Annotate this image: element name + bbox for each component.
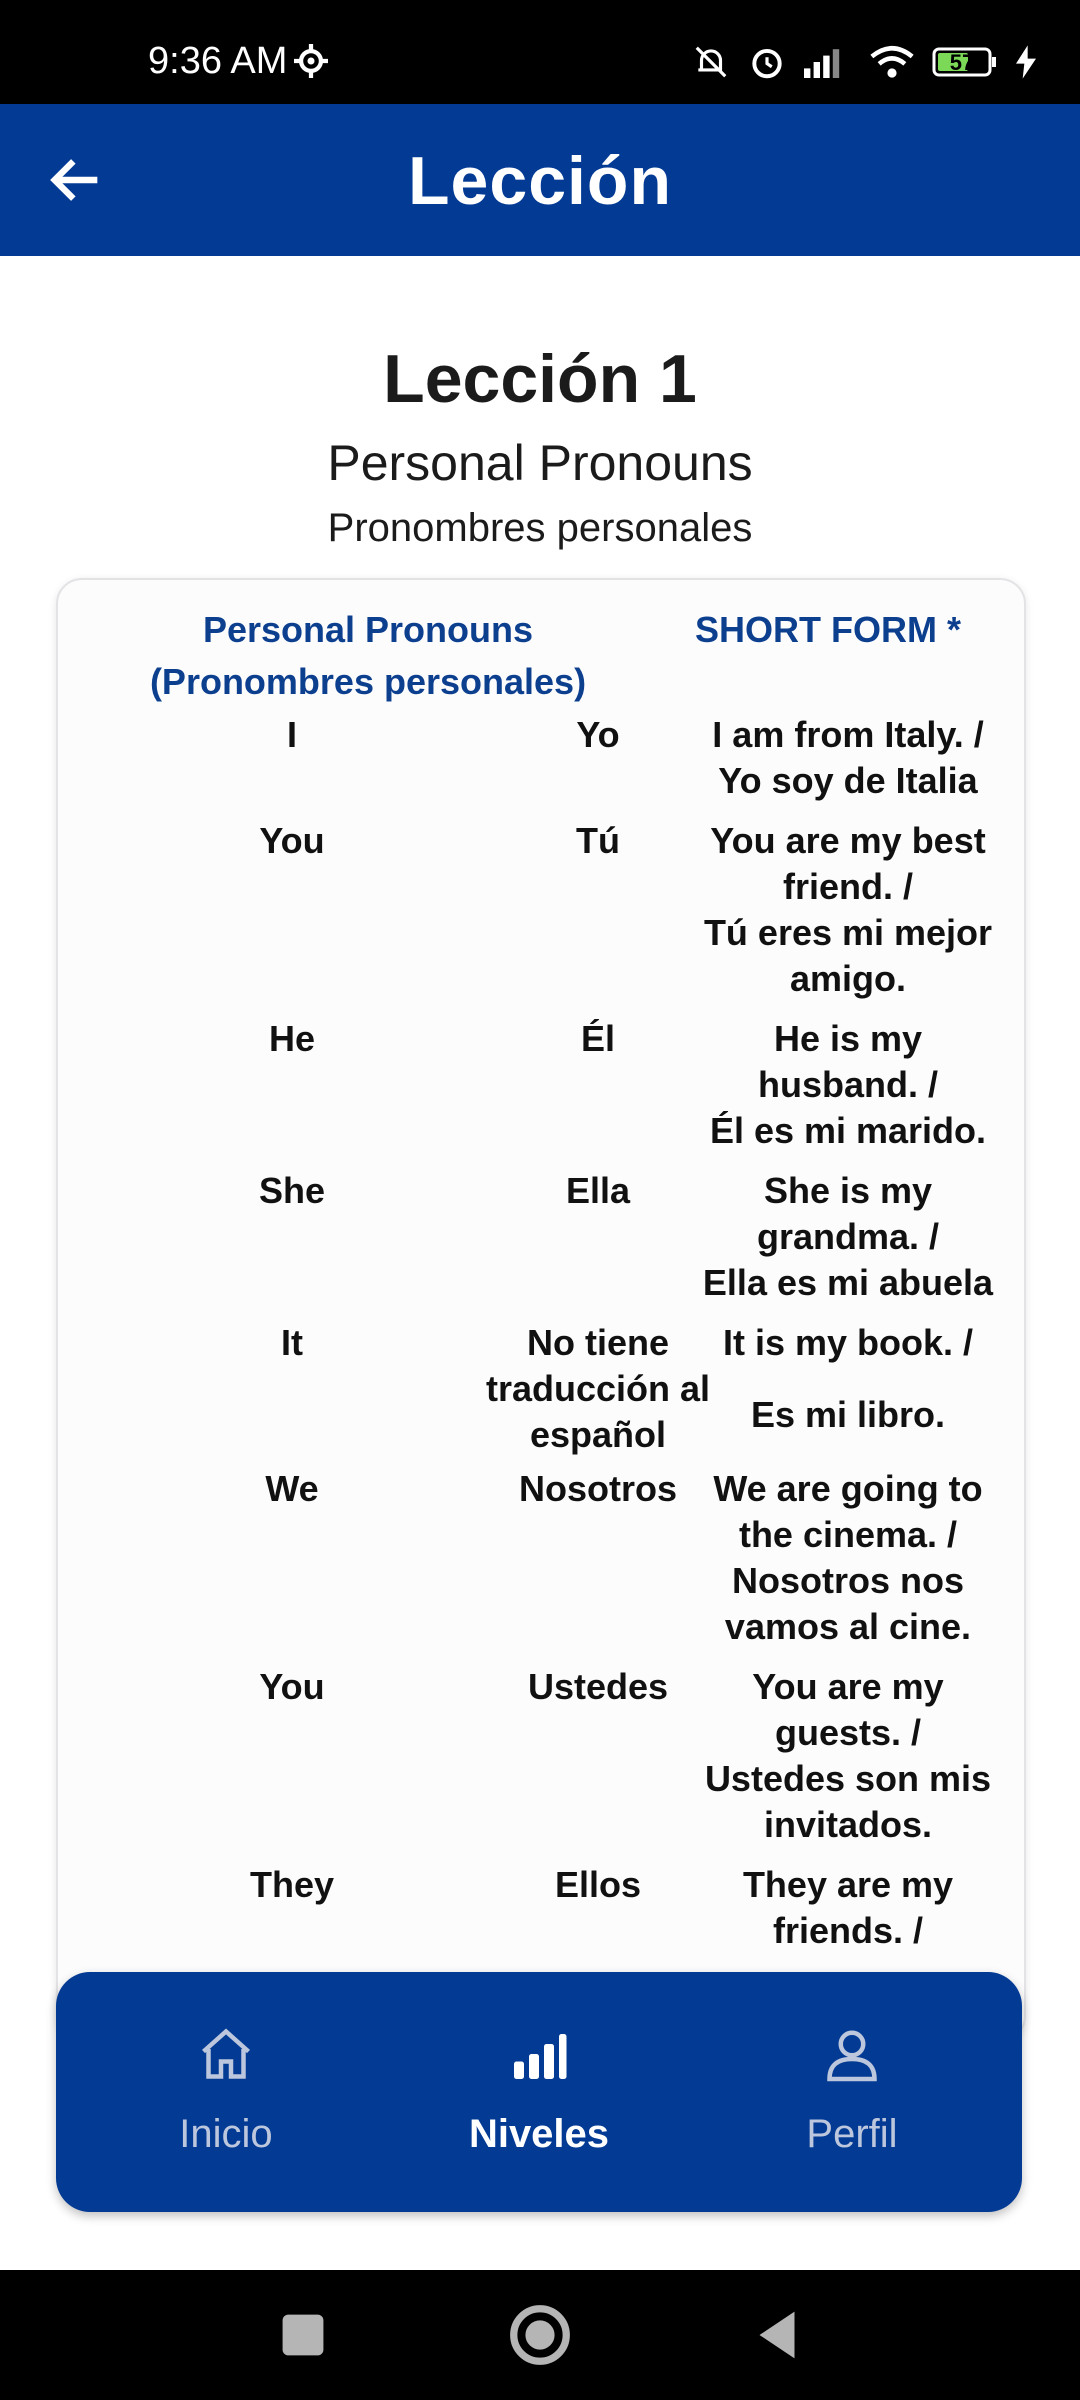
table-cell-spanish: Ellos: [554, 1864, 642, 1905]
example-line: Tú eres mi mejor: [703, 912, 993, 953]
spanish-line: español: [529, 1414, 667, 1455]
mute-icon: [692, 43, 730, 81]
example-line: Él es mi marido.: [709, 1110, 987, 1151]
example-line: vamos al cine.: [724, 1606, 972, 1647]
table-cell-example: [678, 1168, 1018, 1306]
example-line: I am from Italy. /: [712, 714, 984, 755]
table-cell-example: [678, 1862, 1018, 1954]
alarm-icon: [748, 43, 786, 81]
example-line: Nosotros nos: [731, 1560, 964, 1601]
lesson-title: Lección 1: [383, 341, 697, 417]
example-line: It is my book. /: [722, 1322, 974, 1363]
page-title: Lección: [408, 143, 672, 219]
column-header-label: Personal Pronouns: [202, 609, 534, 650]
example-line: husband. /: [758, 1064, 938, 1105]
example-line: invitados.: [763, 1804, 933, 1845]
profile-icon: [822, 2024, 882, 2084]
table-cell-example: [678, 712, 1018, 804]
nav-label: Perfil: [806, 2112, 898, 2156]
table-cell-spanish: Tú: [576, 820, 620, 861]
nav-item-perfil[interactable]: [702, 1972, 1002, 2212]
table-cell-english: They: [249, 1864, 335, 1905]
status-bar: [0, 0, 1080, 104]
table-cell-english: I: [286, 714, 297, 755]
example-line: We are going to: [713, 1468, 983, 1509]
table-cell-spanish: Ustedes: [527, 1666, 669, 1707]
table-cell-english: He: [268, 1018, 316, 1059]
example-line: Es mi libro.: [750, 1394, 946, 1435]
nav-item-niveles[interactable]: [389, 1972, 689, 2212]
lesson-subtitle-es: Pronombres personales: [327, 506, 753, 550]
column-header-sublabel: (Pronombres personales): [149, 661, 587, 702]
nav-item-inicio[interactable]: [76, 1972, 376, 2212]
home-icon: [196, 2024, 256, 2084]
table-cell-spanish: Ella: [565, 1170, 631, 1211]
battery-icon: [932, 45, 998, 79]
example-line: You are my best: [710, 820, 986, 861]
table-cell-english: She: [258, 1170, 326, 1211]
example-line: He is my: [773, 1018, 923, 1059]
levels-bars-icon: [509, 2024, 569, 2084]
app-header: [0, 104, 1080, 256]
table-cell-english: We: [265, 1468, 319, 1509]
charging-icon: [1016, 45, 1036, 79]
table-cell-example: [678, 1016, 1018, 1154]
table-cell-example: [678, 1664, 1018, 1848]
example-line: guests. /: [774, 1712, 922, 1753]
nav-label: Niveles: [468, 2112, 610, 2156]
system-navigation-bar: [0, 2270, 1080, 2400]
example-line: the cinema. /: [738, 1514, 958, 1555]
table-cell-english: You: [259, 1666, 325, 1707]
column-header-short-form: SHORT FORM *: [695, 609, 961, 650]
example-line: grandma. /: [756, 1216, 940, 1257]
spanish-line: No tiene: [526, 1322, 669, 1363]
status-time: 9:36 AM: [148, 40, 288, 82]
gear-icon: [294, 44, 328, 78]
table-cell-spanish: Él: [580, 1018, 615, 1059]
table-cell-english: It: [281, 1322, 303, 1363]
table-cell-example: [678, 818, 1018, 1002]
table-cell-spanish: Nosotros: [518, 1468, 677, 1509]
spanish-line: traducción al: [485, 1368, 711, 1409]
table-cell-example: [678, 1320, 1018, 1438]
example-line: Yo soy de Italia: [718, 760, 978, 801]
column-header-pronouns: [78, 604, 658, 708]
example-line: friend. /: [782, 866, 913, 907]
signal-icon: [804, 45, 852, 79]
home-button-icon[interactable]: [505, 2300, 575, 2370]
example-line: Ustedes son mis: [704, 1758, 992, 1799]
back-button-icon[interactable]: [742, 2300, 812, 2370]
table-cell-spanish: Yo: [576, 714, 620, 755]
table-cell-example: [678, 1466, 1018, 1650]
table-cell-english: You: [259, 820, 325, 861]
nav-label: Inicio: [179, 2112, 273, 2156]
battery-level: 57: [949, 50, 975, 75]
example-line: friends. /: [772, 1910, 924, 1951]
example-line: You are my: [752, 1666, 944, 1707]
bottom-navigation: [56, 1972, 1022, 2212]
example-line: She is my: [763, 1170, 933, 1211]
example-line: amigo.: [789, 958, 906, 999]
recent-apps-icon[interactable]: [268, 2300, 338, 2370]
lesson-subtitle: Personal Pronouns: [327, 435, 753, 491]
example-line: Ella es mi abuela: [702, 1262, 994, 1303]
example-line: They are my: [742, 1864, 954, 1905]
lesson-content-card[interactable]: [56, 578, 1026, 2042]
wifi-icon: [870, 45, 914, 79]
